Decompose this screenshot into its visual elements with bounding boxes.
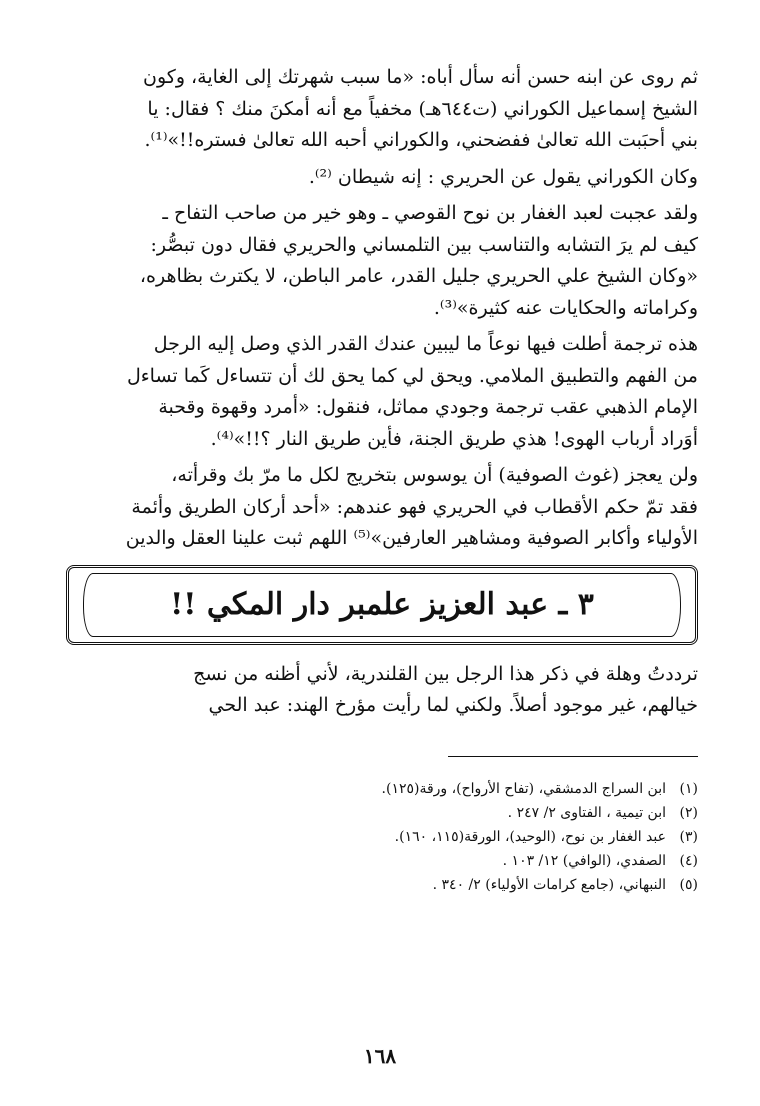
section-heading-inner-border <box>83 573 681 637</box>
text-line: الشيخ إسماعيل الكوراني (ت٦٤٤هـ) مخفياً مع أنه أمكنَ منك ؟ فقال: يا <box>147 97 698 120</box>
text-line: الإمام الذهبي عقب ترجمة وجودي مماثل، فنقول: «أمرد وقهوة وقحبة <box>158 396 698 418</box>
footnote-number: (٣) <box>679 828 698 845</box>
footnote-number: (١) <box>679 780 698 797</box>
text-line: بني أحبَبت الله تعالىٰ ففضحني، والكوراني أحبه الله تعالىٰ فستره!!»⁽¹⁾. <box>144 129 698 151</box>
text-line: فقد تمّ حكم الأقطاب في الحريري فهو عندهم: «أحد أركان الطريق وأئمة <box>131 495 698 518</box>
text-line: ولقد عجبت لعبد الغفار بن نوح القوصي ـ وهو خير من صاحب التفاح ـ <box>162 202 698 224</box>
footnotes <box>66 777 698 897</box>
paragraph <box>66 62 698 157</box>
paragraph <box>66 659 698 722</box>
text-line: خيالهم، غير موجود أصلاً. ولكني لما رأيت مؤرخ الهند: عبد الحي <box>208 694 698 716</box>
text-line: ولن يعجز (غوث الصوفية) أن يوسوس بتخريج لكل ما مرّ بك وقرأته، <box>171 464 698 486</box>
footnote-text: ابن تيمية ، الفتاوى ٢/ ٢٤٧ . <box>507 804 666 821</box>
text-line: وكراماته والحكايات عنه كثيرة»⁽³⁾. <box>433 296 698 319</box>
footnote <box>66 873 698 897</box>
text-line: ترددتُ وهلة في ذكر هذا الرجل بين القلندرية، لأني أظنه من نسج <box>193 662 698 685</box>
footnote-number: (٢) <box>679 804 698 821</box>
paragraph <box>66 198 698 324</box>
footnote-number: (٤) <box>679 852 698 869</box>
page-number: ١٦٨ <box>363 1044 397 1068</box>
main-text <box>66 62 698 555</box>
text-line: من الفهم والتطبيق الملامي. ويحق لي كما يحق لك أن تتساءل كَما تساءل <box>126 364 698 387</box>
text-line: الأولياء وأكابر الصوفية ومشاهير العارفين»⁽⁵⁾ اللهم ثبت علينا العقل والدين <box>125 527 698 549</box>
footnote-separator <box>448 756 698 757</box>
text-line: هذه ترجمة أطلت فيها نوعاً ما ليبين عندك القدر الذي وصل إليه الرجل <box>153 333 698 355</box>
text-line: كيف لم يرَ التشابه والتناسب بين التلمساني والحريري فقال دون تبصُّر: <box>150 233 698 256</box>
text-line: «وكان الشيخ علي الحريري جليل القدر، عامر الباطن، لا يكترث بظاهره، <box>139 265 698 287</box>
footnote <box>66 777 698 801</box>
footnote <box>66 801 698 825</box>
text-line: أوَراد أرباب الهوى! هذي طريق الجنة، فأين طريق النار ؟!!»⁽⁴⁾. <box>210 427 698 450</box>
section-heading-frame <box>66 565 698 645</box>
page-body <box>66 62 698 897</box>
footnote <box>66 849 698 873</box>
footnote-text: الصفدي، (الوافي) ١٢/ ١٠٣ . <box>502 852 666 869</box>
paragraph <box>66 460 698 555</box>
footnote-text: عبد الغفار بن نوح، (الوحيد)، الورقة(١١٥، ١٦٠). <box>394 828 666 845</box>
paragraph <box>66 329 698 455</box>
text-line: وكان الكوراني يقول عن الحريري : إنه شيطان ⁽²⁾. <box>308 165 698 188</box>
footnote-text: النبهاني، (جامع كرامات الأولياء) ٢/ ٣٤٠ . <box>432 876 666 893</box>
footnote-text: ابن السراج الدمشقي، (تفاح الأرواح)، ورقة(١٢٥). <box>381 780 666 797</box>
footnote-number: (٥) <box>679 876 698 893</box>
paragraph <box>66 162 698 194</box>
footnote <box>66 825 698 849</box>
text-line: ثم روى عن ابنه حسن أنه سأل أباه: «ما سبب شهرتك إلى الغاية، وكون <box>143 66 698 88</box>
section-heading: ٣ ـ عبد العزيز علمبر دار المكي !! <box>170 587 594 622</box>
